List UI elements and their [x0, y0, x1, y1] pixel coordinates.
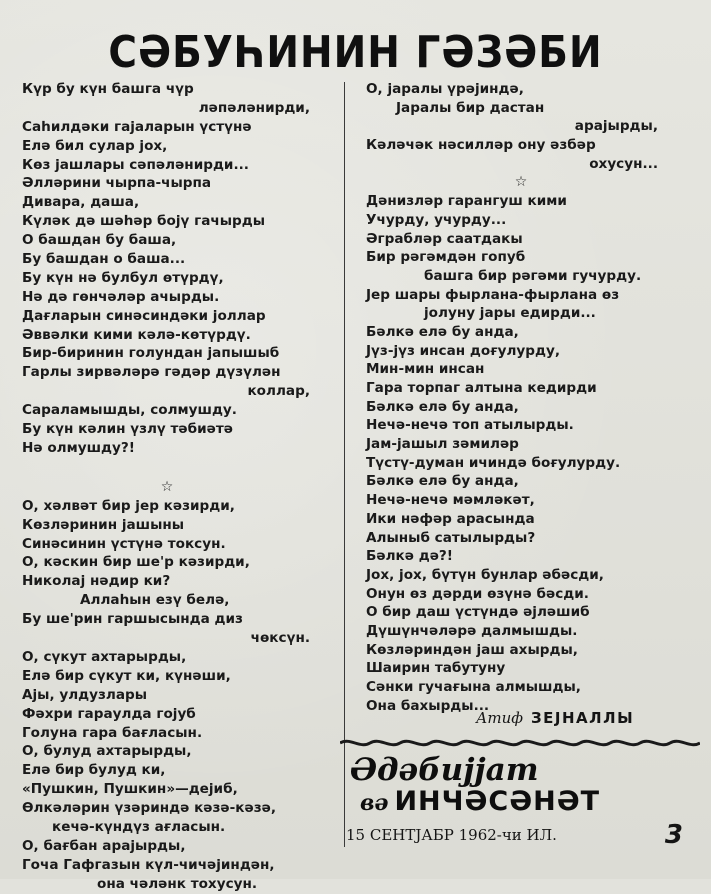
poem-line: Кәләчәк нәсилләр ону әзбәр [366, 137, 596, 154]
poem-line: ләпәләнирди, [198, 99, 310, 116]
poem-line: Она бахырды... [366, 697, 490, 714]
poem-line: чөксүн. [250, 630, 310, 647]
poem-line: Синәсинин үстүнә токсун. [22, 535, 226, 552]
masthead-art: ИНЧӘСӘНӘТ [394, 786, 601, 817]
poem-line: Сәнки гучағына алмышды, [366, 679, 581, 695]
poem-line: Јаралы бир дастан [396, 99, 545, 116]
poem-line: Гара торпаг алтына кедирди [366, 380, 597, 396]
star-divider-icon: ☆ [514, 174, 528, 191]
poem-line: она чәләнк тохусун. [97, 875, 258, 892]
masthead-subtitle [360, 786, 600, 817]
poem-line: Онун өз дәрди өзүнә бәсди. [366, 585, 589, 602]
author-first-name: Атиф [476, 709, 523, 727]
poem-line: Бәлкә елә бу анда, [366, 473, 519, 490]
masthead-connector: вә [360, 790, 389, 816]
poem-line: Саһилдәки гајаларын үстүнә [22, 118, 252, 135]
poem-line: Бир-биринин голундан јапышыб [22, 345, 280, 362]
author-last-name: ЗЕЈНАЛЛЫ [531, 709, 635, 727]
poem-line: Алыныб сатылырды? [366, 529, 536, 546]
poem-line: Нечә-нечә мәмләкәт, [366, 492, 535, 509]
poem-line: Көз јашлары сәпәләнирди... [22, 156, 249, 173]
poem-line: Елә бир булуд ки, [22, 762, 166, 779]
poem-line: Јам-јашыл зәмиләр [366, 436, 519, 453]
poem-line: О бир даш үстүндә әјләшиб [366, 604, 590, 621]
poem-line: Елә бил сулар јох, [22, 137, 168, 154]
poem-line: Дүшүнчәләрә далмышды. [366, 622, 578, 639]
poem-line: Гоча Гафгазын күл-чичәјиндән, [22, 856, 275, 873]
poem-line: Јох, јох, бүтүн бунлар әбәсди, [366, 566, 604, 583]
page-number: 3 [664, 820, 683, 850]
poem-line: Шаирин табутуну [366, 660, 506, 677]
poem-line: Ајы, улдузлары [22, 686, 148, 703]
decorative-wave-divider [340, 736, 700, 750]
poem-line: Күләк дә шәһәр бојү гачырды [22, 213, 266, 230]
stanza-break [22, 458, 332, 477]
poem-title: СӘБУҺИНИН ГӘЗӘБИ [108, 28, 603, 79]
poem-line: Өлкәләрин үзәриндә кәзә-кәзә, [22, 800, 277, 817]
poem-line: О, бағбан арајырды, [22, 837, 186, 854]
poem-line: Әввәлки кими кәлә-көтүрдү. [22, 326, 251, 343]
poem-line: О, кәскин бир ше'р кәзирди, [22, 554, 250, 571]
star-divider-icon: ☆ [160, 478, 174, 495]
poem-line: Дағларын синәсиндәки јоллар [22, 307, 266, 324]
masthead-title: Әдәбијјат [350, 752, 539, 788]
poem-line: јолуну јары едирди... [424, 305, 596, 322]
right-column [366, 80, 696, 715]
author-signature [476, 709, 634, 727]
poem-line: Бу ше'рин гаршысында диз [22, 611, 243, 628]
column-divider [344, 82, 345, 847]
poem-line: Әлләрини чырпа-чырпа [22, 175, 212, 192]
poem-line: О, сүкут ахтарырды, [22, 648, 187, 665]
poem-line: Нә олмушду?! [22, 439, 135, 456]
poem-line: Учурду, учурду... [366, 211, 507, 228]
poem-line: О башдан бу баша, [22, 232, 177, 249]
left-column [22, 80, 332, 894]
poem-line: Бу күн кәлин үзлү тәбиәтә [22, 421, 233, 438]
poem-line: О, хәлвәт бир јер кәзирди, [22, 497, 235, 514]
poem-line: Көзләриндән јаш ахырды, [366, 641, 578, 658]
poem-line: башга бир рәгәми гучурду. [424, 267, 642, 284]
poem-line: Сараламышды, солмушду. [22, 402, 237, 419]
poem-line: Бәлкә елә бу анда, [366, 398, 519, 415]
poem-line: Николај нәдир ки? [22, 573, 171, 590]
poem-line: Бир рәгәмдән гопуб [366, 249, 526, 266]
poem-line: Дәнизләр гарангуш кими [366, 193, 567, 210]
poem-line: Ики нәфәр арасында [366, 510, 535, 527]
poem-line: Јер шары фырлана-фырлана өз [366, 286, 620, 303]
issue-dateline [346, 820, 691, 850]
poem-line: «Пушкин, Пушкин»—дејиб, [22, 781, 238, 798]
poem-line: Бәлкә елә бу анда, [366, 323, 519, 340]
poem-line: кечә-күндүз ағласын. [52, 818, 226, 835]
poem-line: арајырды, [574, 118, 658, 135]
poem-line: Нечә-нечә топ атылырды. [366, 417, 574, 434]
poem-line: Гарлы зирвәләрә гәдәр дүзүлән [22, 364, 281, 381]
poem-line: Јүз-јүз инсан доғулурду, [366, 342, 560, 359]
poem-line: Әграбләр саатдакы [366, 230, 523, 247]
poem-line: охусун... [589, 155, 658, 172]
poem-line: коллар, [247, 383, 310, 400]
poem-line: Елә бир сүкут ки, күнәши, [22, 667, 231, 684]
poem-line: О, јаралы үрәјиндә, [366, 81, 524, 97]
poem-line: Аллаһын езү белә, [80, 592, 230, 609]
poem-line: Бу башдан о баша... [22, 251, 186, 268]
issue-date: 15 СЕНТЈАБР 1962-чи ИЛ. [346, 826, 557, 844]
poem-line: Бәлкә дә?! [366, 548, 453, 565]
poem-line: Көзләринин јашыны [22, 516, 185, 533]
poem-line: Бу күн нә булбул өтүрдү, [22, 269, 224, 286]
poem-line: Мин-мин инсан [366, 361, 485, 378]
poem-line: Фәхри гараулда гојуб [22, 705, 196, 722]
poem-line: Дивара, даша, [22, 194, 140, 211]
poem-line: Күр бу күн башга чүр [22, 81, 194, 97]
poem-line: Голуна гара бағласын. [22, 724, 203, 741]
poem-line: О, булуд ахтарырды, [22, 743, 192, 760]
poem-line: Нә дә гөнчәләр ачырды. [22, 288, 220, 305]
poem-line: Түстү-думан ичиндә боғулурду. [366, 454, 621, 471]
